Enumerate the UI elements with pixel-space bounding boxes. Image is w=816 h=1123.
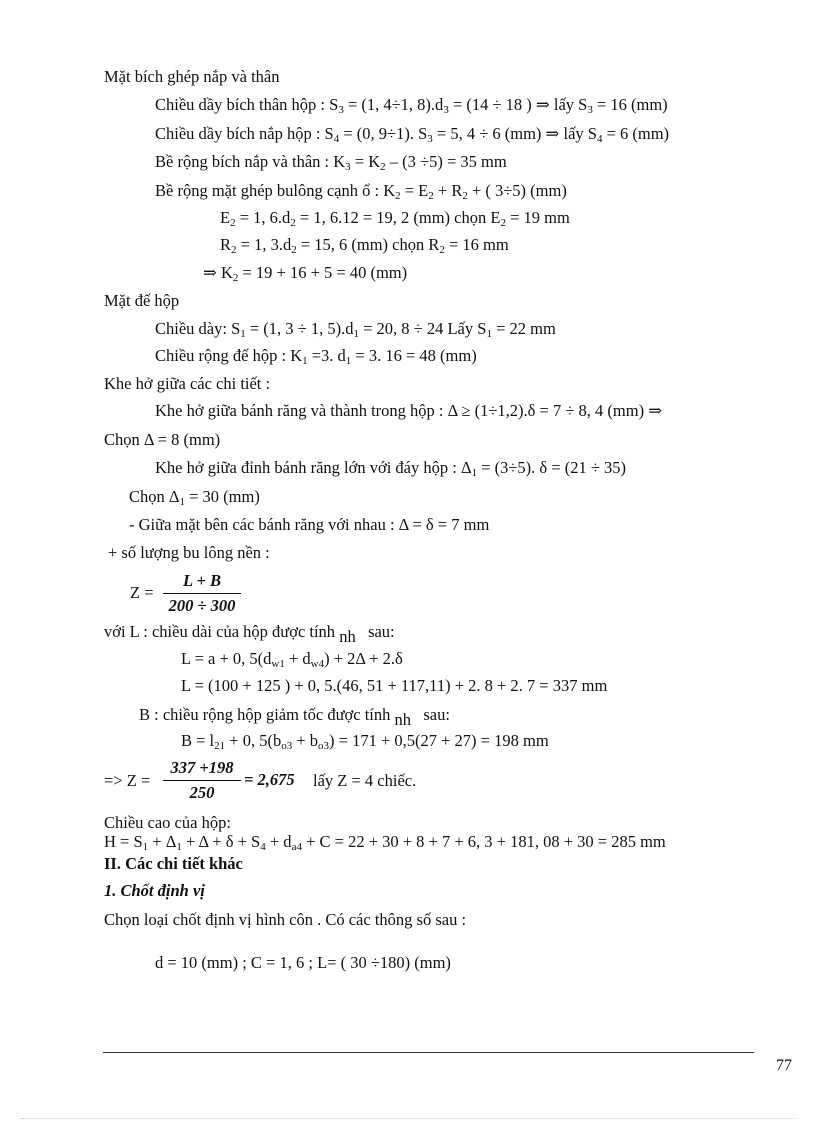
formula-z-label: Z = (130, 583, 154, 602)
text-line: ⇒ $K_2 = 19 + 16 + 5 = 40$ (mm) (203, 263, 408, 284)
text-line: Bề rộng mặt ghép bulông cạnh ổ : $K_2 = E_2 + R_2$ + ( 3÷5) (mm) (155, 181, 567, 202)
text-line: d = 10 (mm) ; C = 1, 6 ; L= ( 30 ÷180) (mm) (155, 953, 451, 972)
page-number: 77 (776, 1057, 792, 1074)
subsection-heading-dowel: 1. Chốt định vị (104, 881, 205, 900)
text-line: Chọn loại chốt định vị hình côn . Có các thông số sau : (104, 910, 467, 929)
text-line: $E_2 = 1$, $6.d_2 = 1$, 6.12 = 19, 2 (mm) chọn $E_2 = 19$ mm (220, 208, 570, 229)
text-line: L = a + 0, $5(d_{w1} + d_{w4}) + 2\Delta + 2.\delta$ (181, 649, 403, 670)
text-line: Bề rộng bích nắp và thân : $K_3 = K_2 - (3 \div 5) = 35$ mm (155, 152, 507, 173)
fraction-denominator: 200 ÷ 300 (168, 596, 236, 615)
text-line: $H = S_1 + \Delta_1 + \Delta + \delta + S_4 + d_{a4} + C = 22 + 30 + 8 + 7 + 6$, 3 + 181, 08 + 30 = 285 mm (104, 832, 666, 853)
formula-z2-label: => Z = (104, 771, 151, 790)
text-line: $B = l_{21} + 0$, $5(b_{o3} + b_{o3}) = 171 + 0,5(27 + 27) = 198$ mm (181, 731, 549, 752)
page-bottom-border (20, 1118, 796, 1119)
footer-rule (103, 1052, 754, 1053)
fraction-numerator: L + B (163, 571, 241, 594)
text-line: L = (100 + 125 ) + 0, 5.(46, 51 + 117,11) + 2. 8 + 2. 7 = 337 mm (181, 676, 608, 695)
text-line: Chiều cao của hộp: (104, 813, 231, 832)
text-line: Chiều rộng đế hộp : $K_1 =3$. $d_1 = 3$. 16 = 48 (mm) (155, 346, 477, 367)
formula-z2-fraction (163, 758, 241, 803)
text-line: Chiều dầy bích thân hộp : $S_3 = (1$, 4÷1, $8).d_3 = (14 \div 18$ ) ⇒ lấy $S_3 = 16$ (mm) (155, 95, 668, 116)
section-heading-other-parts: II. Các chi tiết khác (104, 854, 243, 873)
text-line: $R_2 = 1$, $3.d_2 = 15$, 6 (mm) chọn $R_2 = 16$ mm (220, 235, 509, 256)
section-heading-base: Mặt đế hộp (104, 291, 180, 310)
text-line: Khe hở giữa đỉnh bánh răng lớn với đáy hộp : $\Delta_1 = (3\div 5)$. δ = (21 ÷ 35) (155, 458, 627, 479)
section-heading-flange: Mặt bích ghép nắp và thân (104, 67, 280, 86)
section-heading-gaps: Khe hở giữa các chi tiết : (104, 374, 271, 393)
text-line: Chiều dày: $S_1 = (1$, 3 ÷ 1, $5).d_1 = 20$, 8 ÷ 24 Lấy $S_1 = 22$ mm (155, 319, 556, 340)
fraction-numerator: 337 +198 (163, 758, 241, 781)
text-line: Chọn Δ = 8 (mm) (104, 430, 221, 449)
text-line: - Giữa mặt bên các bánh răng với nhau : Δ = δ = 7 mm (129, 515, 490, 534)
text-line: + số lượng bu lông nền : (108, 543, 270, 562)
text-line: Chiều dầy bích nắp hộp : $S_4 = (0$, 9÷1). $S_3 = 5$, 4 ÷ 6 (mm) ⇒ lấy $S_4 = 6$ (mm) (155, 124, 670, 145)
text-line: B : chiều rộng hộp giảm tốc được tính nh sau: (139, 705, 450, 729)
formula-z2-result: lấy Z = 4 chiếc. (313, 771, 417, 790)
formula-z-fraction (163, 571, 241, 616)
text-line: Chọn $\Delta_1 = 30$ (mm) (129, 487, 260, 508)
text-line: Khe hở giữa bánh răng và thành trong hộp : Δ ≥ (1÷1,2).δ = 7 ÷ 8, 4 (mm) ⇒ (155, 401, 663, 420)
fraction-denominator: 250 (189, 783, 215, 802)
text-line: với L : chiều dài của hộp được tính nh sau: (104, 622, 395, 646)
formula-z2-value: = 2,675 (244, 770, 295, 789)
